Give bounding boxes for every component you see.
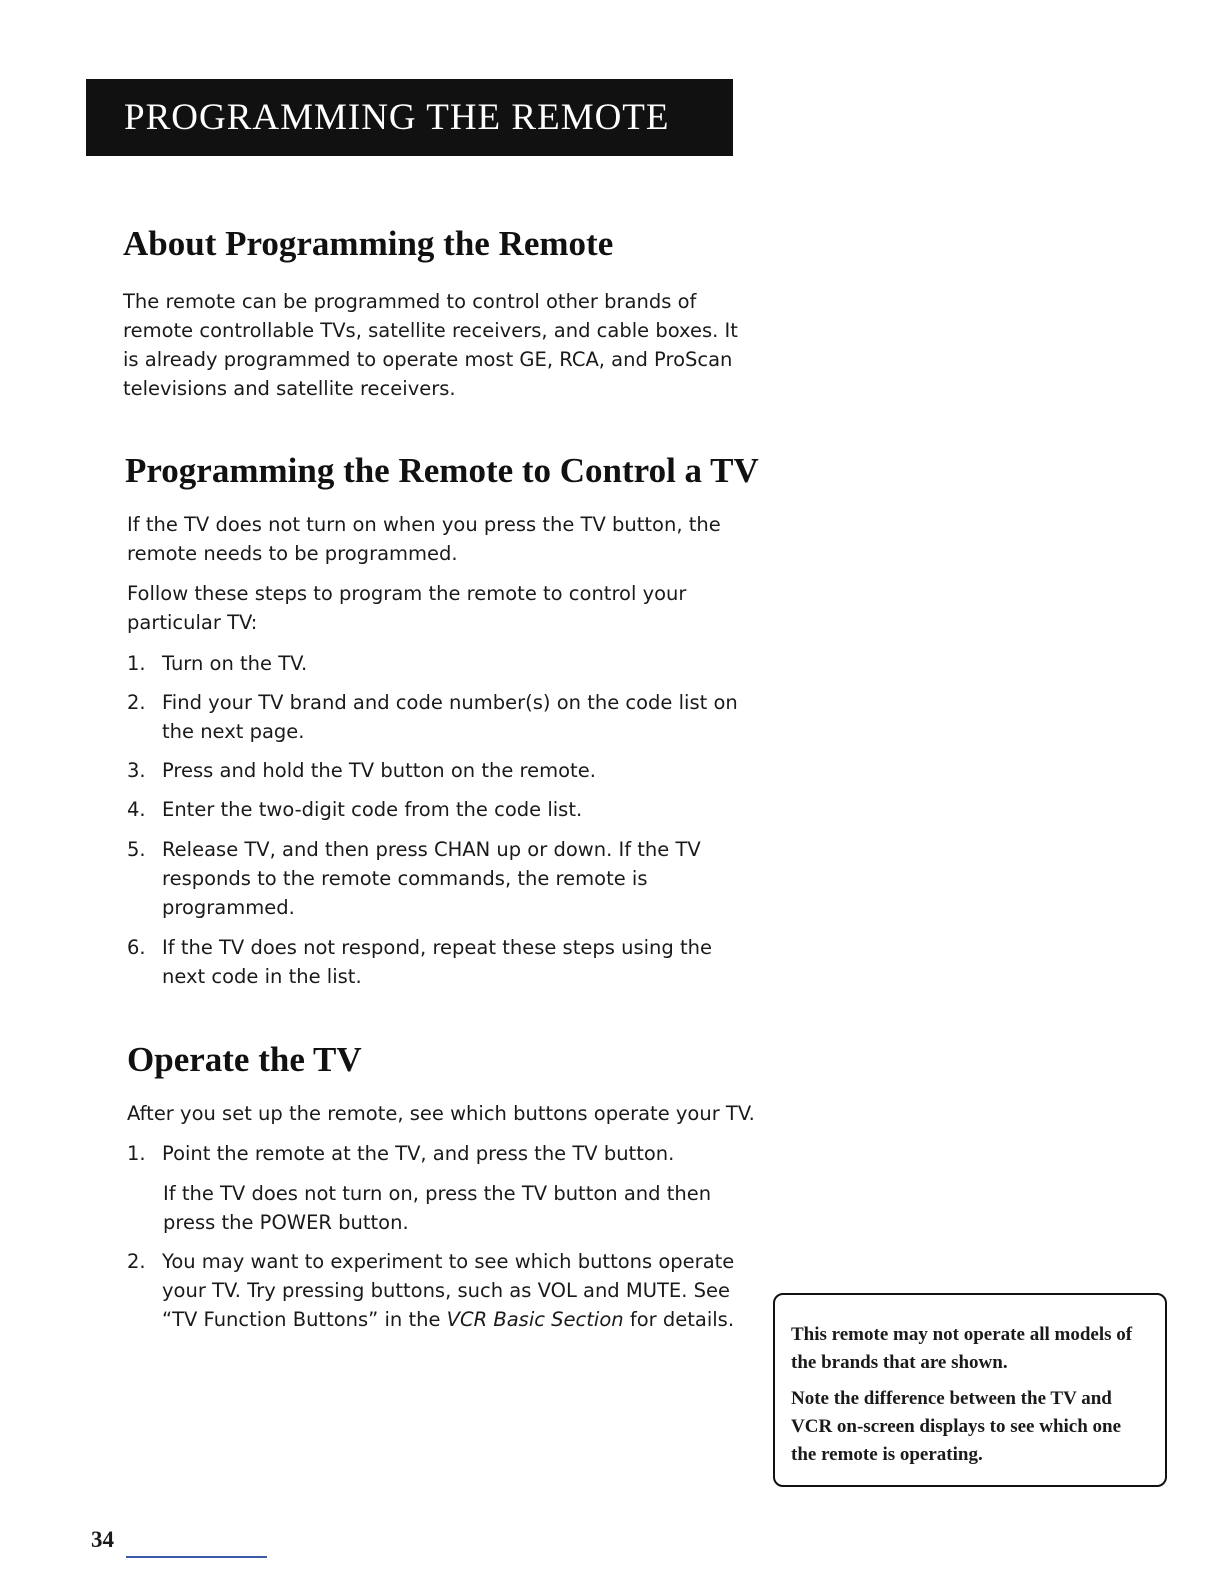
control-tv-intro-1: If the TV does not turn on when you press the TV button, the remote needs to be programmed. <box>127 513 721 565</box>
step-number: 2. <box>127 1250 146 1273</box>
control-tv-heading: Programming the Remote to Control a TV <box>125 451 759 490</box>
step-number: 3. <box>127 759 146 782</box>
step-text: Enter the two-digit code from the code list. <box>162 798 583 821</box>
operate-step-1-subtext: If the TV does not turn on, press the TV button and then press the POWER button. <box>163 1182 712 1234</box>
page-number: 34 <box>91 1527 114 1552</box>
step-text: Find your TV brand and code number(s) on the code list on the next page. <box>162 691 738 743</box>
control-step-2 <box>127 688 747 746</box>
step-number: 6. <box>127 936 146 959</box>
control-step-1 <box>127 649 747 678</box>
step-number: 5. <box>127 838 146 861</box>
operate-step-2 <box>127 1247 747 1334</box>
note-box <box>773 1293 1167 1487</box>
step-number: 1. <box>127 652 146 675</box>
step-number: 2. <box>127 691 146 714</box>
step-text: Press and hold the TV button on the remote. <box>162 759 596 782</box>
control-tv-intro-2: Follow these steps to program the remote to control your particular TV: <box>127 582 687 634</box>
operate-heading: Operate the TV <box>127 1040 362 1079</box>
step-number: 4. <box>127 798 146 821</box>
step-text: Point the remote at the TV, and press the TV button. <box>162 1142 675 1165</box>
control-step-6 <box>127 933 747 991</box>
about-heading: About Programming the Remote <box>123 224 614 263</box>
step-text: Turn on the TV. <box>162 652 308 675</box>
step-number: 1. <box>127 1142 146 1165</box>
section-banner: PROGRAMMING THE REMOTE <box>86 79 733 156</box>
control-step-4 <box>127 795 747 824</box>
vcr-basic-section-ref: VCR Basic Section <box>446 1308 624 1331</box>
footer-rule <box>126 1556 267 1558</box>
control-step-5 <box>127 835 747 922</box>
about-body: The remote can be programmed to control other brands of remote controllable TVs, satellite receivers, and cable boxes. It is already programmed to operate most GE, RCA, and ProScan televisions and satellite receivers. <box>123 290 738 400</box>
step-text: If the TV does not respond, repeat these steps using the next code in the list. <box>162 936 712 988</box>
operate-intro: After you set up the remote, see which buttons operate your TV. <box>127 1102 755 1125</box>
step-text: Release TV, and then press CHAN up or down. If the TV responds to the remote commands, the remote is programmed. <box>162 838 701 919</box>
control-step-3 <box>127 756 747 785</box>
note-line-2: Note the difference between the TV and VCR on-screen displays to see which one the remote is operating. <box>791 1388 1122 1465</box>
note-line-1: This remote may not operate all models of the brands that are shown. <box>791 1324 1133 1373</box>
operate-step-1 <box>127 1139 747 1168</box>
step-text: You may want to experiment to see which buttons operate your TV. Try pressing buttons, such as VOL and MUTE. See “TV Function Buttons” in the VCR Basic Section for details. <box>162 1250 735 1331</box>
